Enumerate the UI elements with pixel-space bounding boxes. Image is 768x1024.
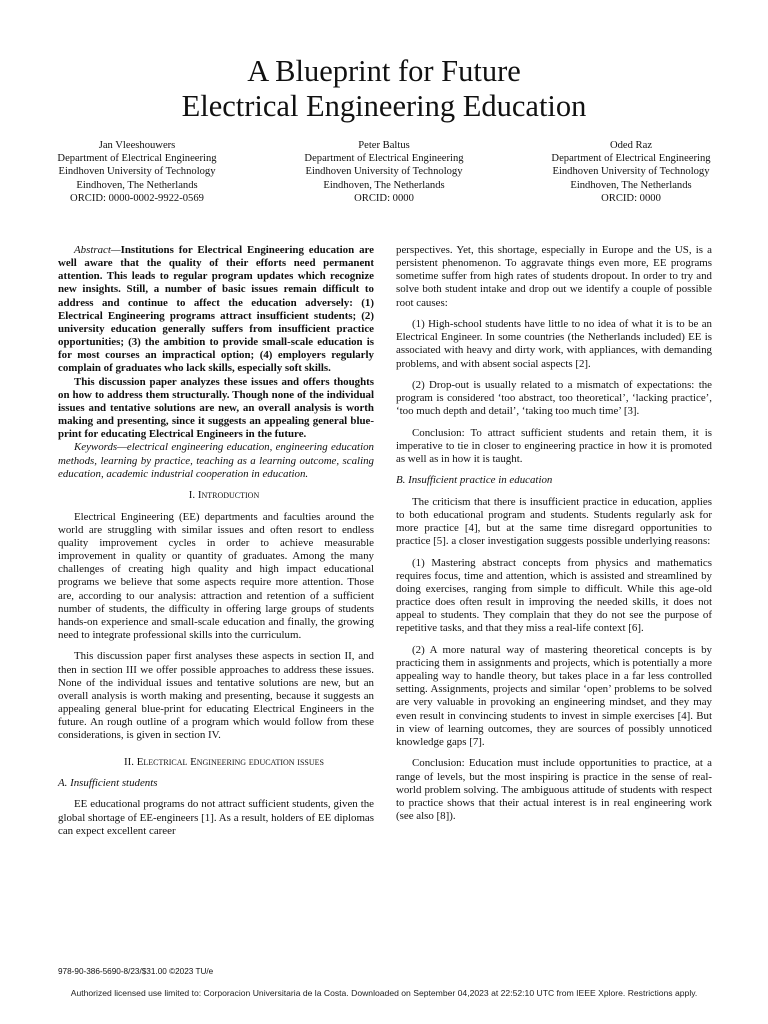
left-column xyxy=(58,244,374,838)
abstract-paragraph-2: This discussion paper analyzes these issues and offers thoughts on how to address them structurally. Though none of the individual issues and tentative solutions are new, an overall analysis is worth making and presenting, since it suggests an appealing general blue-print for educating Electrical Engineers in the future. xyxy=(58,375,374,441)
copyright-identifier: 978-90-386-5690-8/23/$31.00 ©2023 TU/e xyxy=(58,967,214,976)
body-paragraph: (1) Mastering abstract concepts from physics and mathematics requires focus, time and attention, which is assisted and streamlined by doing exercises, ranging from simple to difficult. While this age-old practice does often result in improving the needed skills, it does not appeal to students. They complain that they do not see the purpose of repetitive tasks, and that they miss a real-life context [6]. xyxy=(396,556,712,635)
abstract-dash: — xyxy=(110,244,121,256)
author-location: Eindhoven, The Netherlands xyxy=(323,179,445,191)
body-paragraph: (1) High-school students have little to no idea of what it is to be an Electrical Engineer. In some countries (the Netherlands included) EE is associated with heavy and dirty work, with appliances, with demanding problems, and with absent social aspects [2]. xyxy=(396,318,712,370)
author-name: Peter Baltus xyxy=(358,140,410,151)
body-paragraph: perspectives. Yet, this shortage, especially in Europe and the US, is a persistent phenomenon. To aggravate things even more, EE programs sometime suffer from high rates of students dropout. In order to try and solve both student intake and drop out we identify a couple of possible root causes: xyxy=(396,244,712,309)
body-paragraph: Electrical Engineering (EE) departments and faculties around the world are struggling with similar issues and often resort to endless quality improvement cycles in order to achieve measurable improvement in quality or quantity of graduates. Among the many challenges of creating high quality and high impact educational programs we believe that some aspects require more attention. Those are, according to our analysis: attraction and retention of a sufficient number of students, the difficulty in offering large groups of students hands-on experience and small-scale education and finally, the growing need to integrate professional skills into the curriculum. xyxy=(58,510,374,641)
subsection-heading-insufficient-practice: B. Insufficient practice in education xyxy=(396,474,553,487)
license-notice: Authorized licensed use limited to: Corporacion Universitaria de la Costa. Downloaded on September 04,2023 at 22:52:10 UTC from IEEE Xplore. Restrictions apply. xyxy=(70,988,698,998)
paper-title-line-2: Electrical Engineering Education xyxy=(181,89,587,124)
keywords-label: Keywords xyxy=(74,441,118,454)
author-orcid: ORCID: 0000-0002-9922-0569 xyxy=(70,192,204,204)
section-heading-ee-issues: II. Electrical Engineering education issues xyxy=(124,755,324,768)
author-department: Department of Electrical Engineering xyxy=(304,153,464,165)
right-column xyxy=(396,244,712,823)
body-paragraph: This discussion paper first analyses these aspects in section II, and then in section III we offer possible approaches to address these issues. None of the individual issues and tentative solutions are new, but an overall analysis is worth making and presenting, because it suggests an appealing general blue-print for educating Electrical Engineers in the future. An rough outline of a program which would follow from these considerations, is given in section IV. xyxy=(58,650,374,742)
author-department: Department of Electrical Engineering xyxy=(57,153,217,165)
author-orcid: ORCID: 0000 xyxy=(354,192,414,204)
body-paragraph: (2) Drop-out is usually related to a mismatch of expectations: the program is considered ‘too abstract, too theoretical’, ‘lacking practice’, ‘too much depth and detail’, ‘taking too much time’ [3]. xyxy=(396,379,712,418)
author-1 xyxy=(14,139,260,205)
author-name: Oded Raz xyxy=(609,140,653,151)
author-location: Eindhoven, The Netherlands xyxy=(76,179,198,191)
keywords-text: —electrical engineering education, engineering education methods, learning by practice, teaching as a learning outcome, scaling education, academic industrial cooperation in education. xyxy=(58,441,374,480)
author-location: Eindhoven, The Netherlands xyxy=(570,179,692,191)
author-university: Eindhoven University of Technology xyxy=(552,166,710,178)
abstract xyxy=(58,244,374,376)
abstract-text: Institutions for Electrical Engineering education are well aware that the quality of their efforts need permanent attention. This leads to regular program updates which recognize new insights. Still, a number of basic issues remain difficult to address and continue to affect the education adversely: (1) Electrical Engineering programs attract insufficient students; (2) university education generally suffers from insufficient practice opportunities; (3) the ambition to provide small-scale education is for most courses an impractical option; (4) employers regularly complain of graduates who lack skills, especially soft skills. xyxy=(58,244,374,375)
author-orcid: ORCID: 0000 xyxy=(601,192,661,204)
body-paragraph: Conclusion: To attract sufficient students and retain them, it is imperative to tie in closer to engineering practice in how it is promoted as well as in how it is taught. xyxy=(396,426,712,466)
author-university: Eindhoven University of Technology xyxy=(305,166,463,178)
body-paragraph: The criticism that there is insufficient practice in education, applies to both educational program and students. Students regularly ask for more practice [4], but at the same time disregard opportunities to practice [5]. a closer investigation suggests possible underlying reasons: xyxy=(396,495,712,548)
author-2 xyxy=(261,139,507,205)
author-name: Jan Vleeshouwers xyxy=(98,140,176,151)
section-heading-introduction: I. Introduction xyxy=(188,489,260,502)
body-paragraph: (2) A more natural way of mastering theoretical concepts is by practicing them in assignments and projects, which is potentially a more appealing way to handle theory, but takes place in a far less controlled setting. Assignments, projects and similar ‘open’ problems to be solved are very valuable in provoking an engineering mindset, and they may even result in convincing students to invest in simple exercises [4]. But in view of learning outcomes, they are sources of possibly unnoticed knowledge gaps [7]. xyxy=(396,643,712,748)
paper-title-line-1: A Blueprint for Future xyxy=(247,54,521,89)
paper-title xyxy=(0,54,768,124)
author-3 xyxy=(508,139,754,205)
author-department: Department of Electrical Engineering xyxy=(551,153,711,165)
keywords xyxy=(58,441,374,480)
abstract-label: Abstract xyxy=(74,244,111,256)
author-block xyxy=(14,139,754,205)
body-paragraph: EE educational programs do not attract sufficient students, given the global shortage of EE-engineers [1]. As a result, holders of EE diplomas can expect excellent career xyxy=(58,798,374,837)
subsection-heading-insufficient-students: A. Insufficient students xyxy=(58,776,158,789)
body-paragraph: Conclusion: Education must include opportunities to practice, at a range of levels, but the most inspiring is practice in the sense of real-world problem solving. The ambiguous attitude of students with respect to practice shows that their actual interest is in real engineering work (see also [8]). xyxy=(396,757,712,823)
author-university: Eindhoven University of Technology xyxy=(58,166,216,178)
